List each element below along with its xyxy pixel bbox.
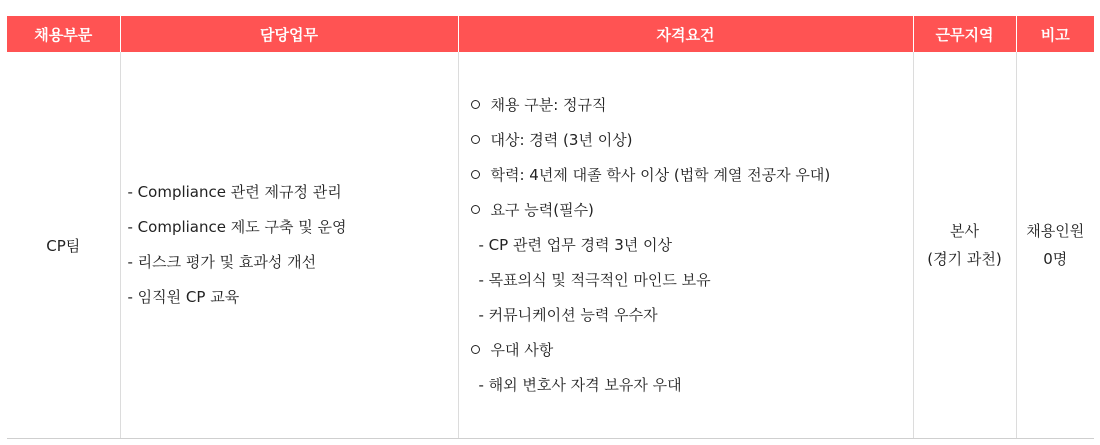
qualification-subitem: - 해외 변호사 자격 보유자 우대: [478, 375, 682, 394]
duty-item: - Compliance 제도 구축 및 운영: [127, 218, 347, 236]
qualification-subitem: - CP 관련 업무 경력 3년 이상: [478, 235, 672, 254]
circle-bullet-icon: [471, 345, 480, 354]
qualification-item: [471, 333, 913, 368]
remarks-line: 0명: [1043, 250, 1068, 268]
qualification-item: [471, 193, 913, 228]
qualification-text: 우대 사항: [490, 340, 554, 359]
header-qualifications: 자격요건: [458, 16, 913, 52]
header-remarks: 비고: [1016, 16, 1094, 52]
qualifications-cell: [458, 52, 913, 439]
job-posting-table: [7, 16, 1094, 439]
duty-item: - Compliance 관련 제규정 관리: [127, 183, 342, 201]
qualification-text: 대상: 경력 (3년 이상): [490, 130, 633, 149]
table-header-row: [7, 16, 1094, 52]
qualification-text: 채용 구분: 정규직: [490, 95, 607, 114]
qualification-item: [471, 158, 913, 193]
qualification-text: 학력: 4년제 대졸 학사 이상 (법학 계열 전공자 우대): [490, 165, 831, 184]
duty-item: - 리스크 평가 및 효과성 개선: [127, 253, 317, 271]
duty-item: - 임직원 CP 교육: [127, 288, 240, 306]
qualification-subitem: - 목표의식 및 적극적인 마인드 보유: [478, 270, 711, 289]
header-location: 근무지역: [913, 16, 1016, 52]
header-department: 채용부문: [7, 16, 120, 52]
department-cell: CP팀: [7, 52, 120, 439]
remarks-line: 채용인원: [1026, 222, 1085, 240]
table-row: [7, 52, 1094, 439]
remarks-cell: [1016, 52, 1094, 439]
circle-bullet-icon: [471, 170, 480, 179]
location-line: 본사: [950, 222, 979, 240]
duties-cell: [120, 52, 458, 439]
circle-bullet-icon: [471, 205, 480, 214]
location-cell: [913, 52, 1016, 439]
qualification-subitem: - 커뮤니케이션 능력 우수자: [478, 305, 658, 324]
qualification-item: [471, 88, 913, 123]
qualification-item: [471, 123, 913, 158]
circle-bullet-icon: [471, 135, 480, 144]
header-duties: 담당업무: [120, 16, 458, 52]
job-posting-table-container: [7, 16, 1094, 439]
location-line: (경기 과천): [927, 250, 1002, 268]
qualification-text: 요구 능력(필수): [490, 200, 594, 219]
circle-bullet-icon: [471, 100, 480, 109]
